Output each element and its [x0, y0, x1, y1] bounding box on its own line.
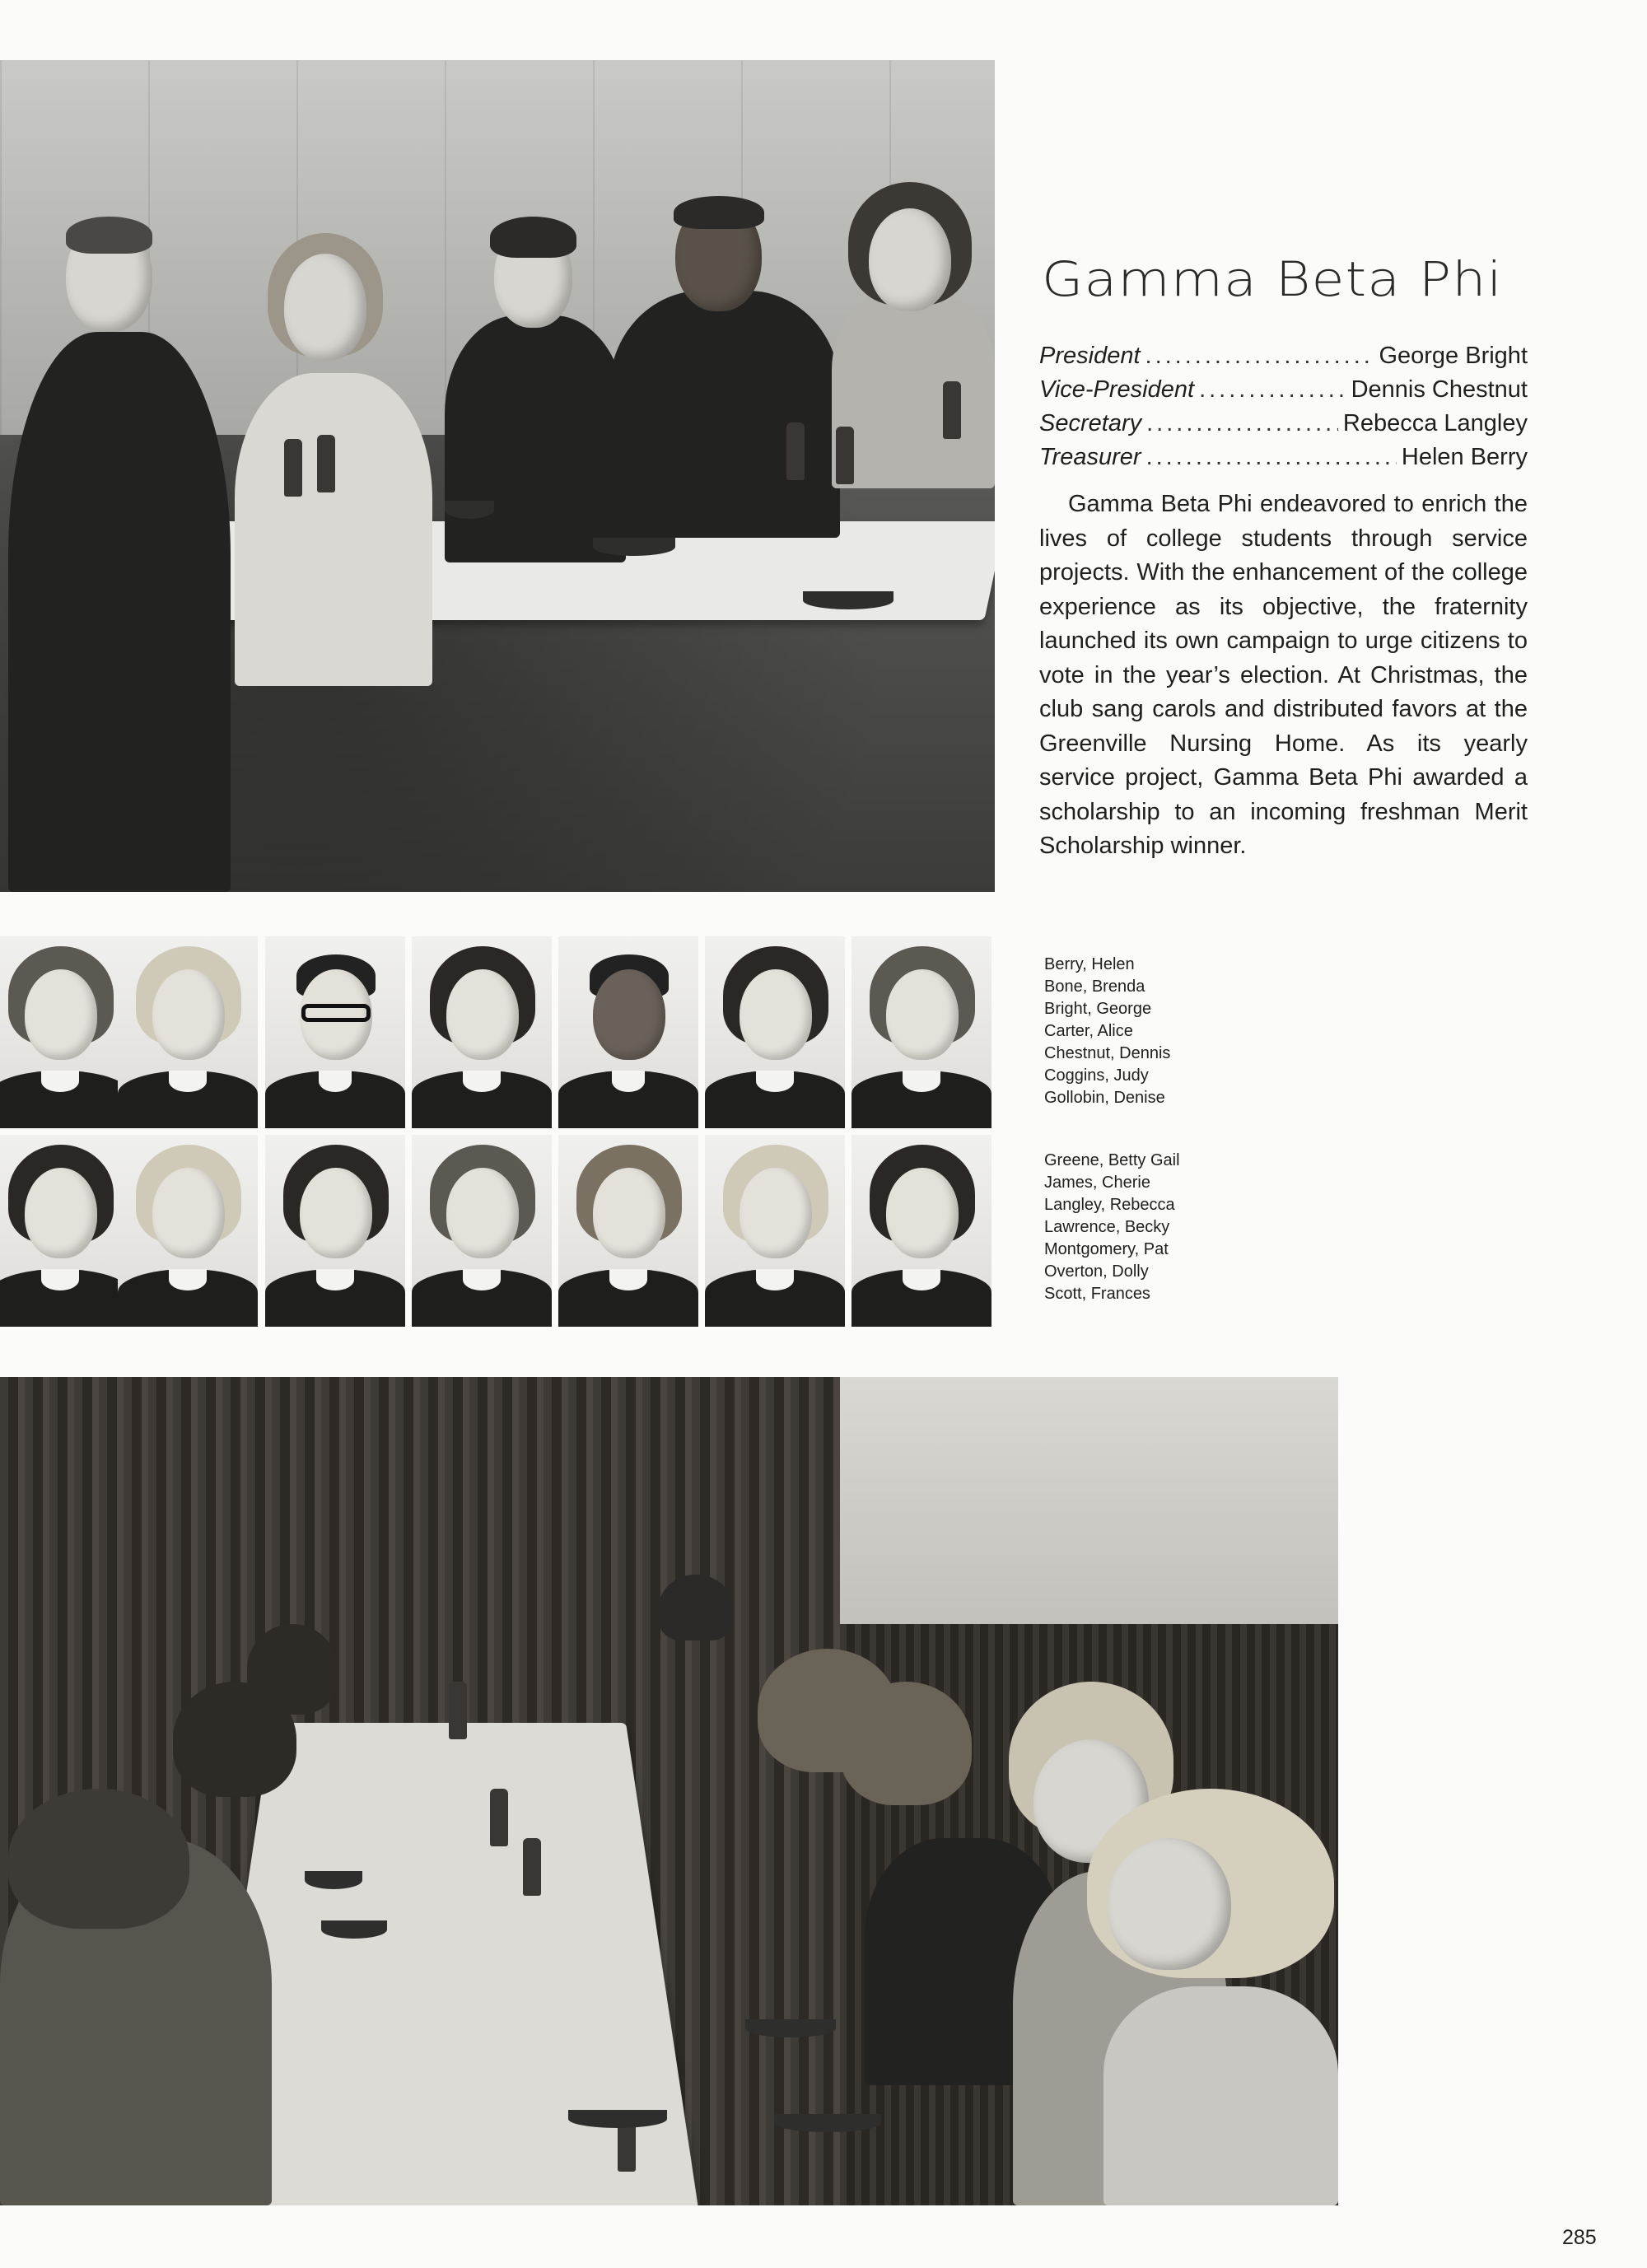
- roster-name: Overton, Dolly: [1044, 1262, 1149, 1281]
- officer-secretary: [1039, 407, 1528, 441]
- leader-dots: [1146, 407, 1338, 441]
- officer-vice-president: [1039, 373, 1528, 407]
- roster-name: Berry, Helen: [1044, 955, 1135, 973]
- portrait-berry-helen: [0, 936, 130, 1128]
- photo-bowl: [803, 591, 893, 609]
- photo-person-3-hair: [490, 217, 576, 258]
- photo-bottle: [449, 1682, 467, 1739]
- portrait-face: [300, 1168, 372, 1258]
- portrait-bone-brenda: [118, 936, 258, 1128]
- officer-role: Secretary: [1039, 410, 1142, 436]
- photo-bottle: [317, 435, 335, 492]
- portrait-collar: [316, 1269, 354, 1290]
- photo-bottle: [786, 422, 805, 480]
- officer-treasurer: [1039, 441, 1528, 474]
- glasses-icon: [301, 1004, 371, 1022]
- portrait-face: [25, 969, 97, 1060]
- officer-role: Treasurer: [1039, 444, 1141, 470]
- officer-name: George Bright: [1379, 343, 1528, 369]
- page-number: 285: [1562, 2226, 1597, 2249]
- portrait-face: [152, 969, 225, 1060]
- dinner-photo: [0, 1377, 1338, 2205]
- portrait-face: [886, 969, 959, 1060]
- photo-diner-head: [1108, 1838, 1231, 1970]
- photo-diner-hair: [840, 1682, 972, 1805]
- photo-diner-hair: [659, 1575, 733, 1640]
- portrait-collar: [169, 1071, 207, 1092]
- portrait-james-cherie: [118, 1135, 258, 1327]
- portrait-scott-frances: [851, 1135, 991, 1327]
- officer-name: Dennis Chestnut: [1351, 376, 1528, 403]
- portrait-collar: [903, 1269, 940, 1290]
- portrait-collar: [169, 1269, 207, 1290]
- photo-bowl: [321, 1920, 387, 1939]
- photo-wall: [840, 1377, 1338, 1624]
- portrait-coggins-judy: [705, 936, 845, 1128]
- photo-person-3-body: [445, 315, 626, 562]
- roster-name: Greene, Betty Gail: [1044, 1151, 1180, 1169]
- photo-bottle: [523, 1838, 541, 1896]
- roster-name: Lawrence, Becky: [1044, 1218, 1170, 1236]
- portrait-collar: [756, 1071, 794, 1092]
- photo-diner-hair: [247, 1624, 338, 1715]
- photo-person-5-head: [869, 208, 951, 311]
- portrait-overton-dolly: [705, 1135, 845, 1327]
- officer-role: President: [1039, 343, 1141, 369]
- portrait-face: [446, 1168, 519, 1258]
- officer-name: Helen Berry: [1401, 444, 1528, 470]
- portrait-carter-alice: [412, 936, 552, 1128]
- photo-bottle: [836, 427, 854, 484]
- portrait-face: [593, 1168, 665, 1258]
- leader-dots: [1145, 339, 1374, 373]
- club-title: Gamma Beta Phi: [1042, 251, 1503, 307]
- portrait-collar: [609, 1269, 647, 1290]
- portrait-face: [446, 969, 519, 1060]
- officer-role: Vice-President: [1039, 376, 1195, 403]
- portrait-greene-betty-gail: [0, 1135, 130, 1327]
- photo-bowl: [305, 1871, 362, 1889]
- photo-person-5-body: [832, 291, 995, 488]
- portrait-face: [593, 969, 665, 1060]
- roster-name: Bone, Brenda: [1044, 978, 1145, 996]
- roster-name: Gollobin, Denise: [1044, 1089, 1165, 1107]
- photo-bottle: [284, 439, 302, 497]
- photo-diner-hair: [8, 1789, 189, 1929]
- portrait-row-1: [0, 936, 995, 1128]
- photo-person-4-hair: [674, 196, 764, 229]
- officers-list: [1039, 339, 1528, 474]
- photo-diner-body: [1103, 1986, 1338, 2205]
- roster-list-1: [1044, 954, 1258, 1109]
- roster-name: James, Cherie: [1044, 1174, 1150, 1192]
- officer-president: [1039, 339, 1528, 373]
- portrait-face: [886, 1168, 959, 1258]
- photo-bottle: [943, 381, 961, 439]
- portrait-collar: [463, 1269, 501, 1290]
- leader-dots: [1199, 373, 1346, 407]
- roster-name: Chestnut, Dennis: [1044, 1044, 1171, 1062]
- portrait-collar: [41, 1071, 79, 1092]
- photo-bowl: [774, 2114, 881, 2132]
- portrait-chestnut-dennis: [558, 936, 698, 1128]
- photo-bowl: [568, 2110, 667, 2128]
- photo-bowl: [445, 501, 494, 519]
- photo-bowl: [745, 2019, 836, 2037]
- photo-bottle: [490, 1789, 508, 1846]
- photo-bowl: [593, 538, 675, 556]
- portrait-bright-george: [265, 936, 405, 1128]
- portrait-collar: [319, 1071, 352, 1092]
- portrait-collar: [612, 1071, 645, 1092]
- portrait-face: [740, 1168, 812, 1258]
- photo-person-1-body: [8, 332, 231, 892]
- officers-photo: [0, 60, 995, 892]
- roster-name: Bright, George: [1044, 1000, 1152, 1018]
- portrait-montgomery-pat: [558, 1135, 698, 1327]
- roster-name: Coggins, Judy: [1044, 1066, 1149, 1085]
- portrait-collar: [463, 1071, 501, 1092]
- photo-person-2-body: [235, 373, 432, 686]
- portrait-face: [740, 969, 812, 1060]
- roster-name: Carter, Alice: [1044, 1022, 1133, 1040]
- portrait-row-2: [0, 1135, 988, 1327]
- portrait-lawrence-becky: [412, 1135, 552, 1327]
- portrait-gollobin-denise: [851, 936, 991, 1128]
- photo-person-1-hair: [66, 217, 152, 254]
- club-description: Gamma Beta Phi endeavored to enrich the lives of college students through service projects. With the enhancement of the college experience as its objective, the fraternity launched its own campaign to urge citizens to vote in the year’s election. At Christmas, the club sang carols and distributed favors at the Greenville Nursing Home. As its yearly service project, Gamma Beta Phi awarded a scholarship to an incoming freshman Merit Scholarship winner.: [1039, 491, 1528, 859]
- roster-name: Langley, Rebecca: [1044, 1196, 1175, 1214]
- roster-name: Montgomery, Pat: [1044, 1240, 1169, 1258]
- portrait-langley-rebecca: [265, 1135, 405, 1327]
- portrait-face: [152, 1168, 225, 1258]
- roster-list-2: [1044, 1150, 1258, 1305]
- photo-person-4-body: [609, 291, 840, 538]
- roster-name: Scott, Frances: [1044, 1285, 1150, 1303]
- portrait-collar: [756, 1269, 794, 1290]
- portrait-collar: [41, 1269, 79, 1290]
- portrait-face: [25, 1168, 97, 1258]
- photo-person-2-head: [284, 254, 366, 361]
- portrait-collar: [903, 1071, 940, 1092]
- leader-dots: [1146, 441, 1397, 474]
- officer-name: Rebecca Langley: [1342, 410, 1528, 436]
